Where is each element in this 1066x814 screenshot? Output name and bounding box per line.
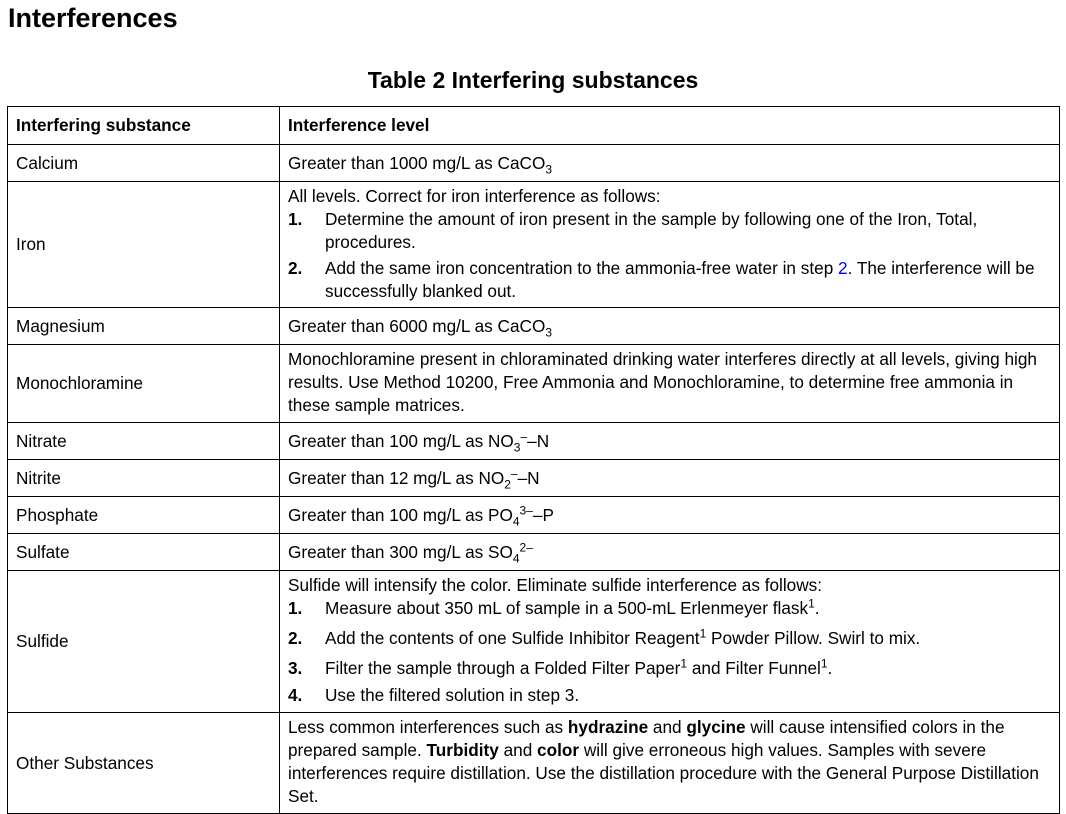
substance-cell: Other Substances	[8, 713, 280, 814]
level-cell	[280, 182, 1060, 308]
substance-cell: Magnesium	[8, 308, 280, 345]
step-number: 2.	[288, 628, 303, 648]
table-row-other-substances	[8, 713, 1060, 814]
level-intro: All levels. Correct for iron interference as follows:	[288, 186, 661, 206]
step-number: 4.	[288, 685, 303, 705]
section-heading: Interferences	[8, 3, 178, 33]
step-number: 1.	[288, 209, 303, 229]
level-intro: Sulfide will intensify the color. Eliminate sulfide interference as follows:	[288, 575, 823, 595]
level-cell	[280, 571, 1060, 713]
substance-cell: Sulfate	[8, 534, 280, 571]
interferences-table	[7, 106, 1060, 814]
step-number: 2.	[288, 258, 303, 278]
substance-cell: Nitrate	[8, 423, 280, 460]
step-item	[288, 627, 1052, 650]
step-item	[288, 657, 1052, 680]
step-item	[288, 257, 1052, 303]
substance-cell: Sulfide	[8, 571, 280, 713]
step-list	[288, 597, 1052, 707]
step-2-link[interactable]: 2	[838, 258, 848, 278]
step-number: 1.	[288, 598, 303, 618]
footnote-marker: 1	[699, 626, 707, 641]
table-row-monochloramine	[8, 345, 1060, 423]
step-item	[288, 684, 1052, 707]
level-cell: Greater than 100 mg/L as $PO_4^{3-}-P$	[280, 497, 1060, 534]
step-text: Filter the sample through a Folded Filter Paper$^1$ and Filter Funnel$^1$.	[325, 656, 833, 678]
step-item	[288, 597, 1052, 620]
step-text: Measure about 350 mL of sample in a 500-mL Erlenmeyer flask$^1$.	[325, 596, 820, 618]
level-cell: Greater than 300 mg/L as $SO_4^{2-}$	[280, 534, 1060, 571]
table-header-row	[8, 107, 1060, 145]
step-text: Add the contents of one Sulfide Inhibitor Reagent$^1$ Powder Pillow. Swirl to mix.	[325, 626, 921, 648]
table-row-sulfide	[8, 571, 1060, 713]
column-header-level: Interference level	[280, 107, 1060, 145]
level-cell: Greater than 12 mg/L as $NO_2^--N$	[280, 460, 1060, 497]
level-cell: Greater than 1000 mg/L as CaCO$_3$	[280, 145, 1060, 182]
step-number: 3.	[288, 658, 303, 678]
column-header-substance: Interfering substance	[8, 107, 280, 145]
step-list	[288, 208, 1052, 303]
table-row-sulfate	[8, 534, 1060, 571]
step-text: Use the filtered solution in step 3.	[325, 685, 580, 705]
substance-cell: Iron	[8, 182, 280, 308]
step-item	[288, 208, 1052, 254]
substance-cell: Monochloramine	[8, 345, 280, 423]
table-row-nitrite	[8, 460, 1060, 497]
level-cell: Monochloramine present in chloraminated drinking water interferes directly at all levels, giving high results. Use Method 10200, Free Ammonia and Monochloramine, to determine free ammonia in these sample matrices.	[280, 345, 1060, 423]
level-cell: Less common interferences such as hydrazine and glycine will cause intensified colors in the prepared sample. Turbidity and color will give erroneous high values. Samples with severe interferences require distillation. Use the distillation procedure with the General Purpose Distillation Set.	[280, 713, 1060, 814]
substance-cell: Phosphate	[8, 497, 280, 534]
level-cell: Greater than 100 mg/L as $NO_3^--N$	[280, 423, 1060, 460]
table-row-nitrate	[8, 423, 1060, 460]
table-row-phosphate	[8, 497, 1060, 534]
step-text: Determine the amount of iron present in the sample by following one of the Iron, Total, procedures.	[325, 209, 978, 252]
footnote-marker: 1	[680, 656, 688, 671]
footnote-marker: 1	[820, 656, 828, 671]
footnote-marker: 1	[808, 596, 815, 611]
level-cell: Greater than 6000 mg/L as CaCO$_3$	[280, 308, 1060, 345]
substance-cell: Nitrite	[8, 460, 280, 497]
step-text: Add the same iron concentration to the ammonia-free water in step 2. The interference will be successfully blanked out.	[325, 258, 1035, 301]
table-row-iron	[8, 182, 1060, 308]
table-row-calcium	[8, 145, 1060, 182]
table-row-magnesium	[8, 308, 1060, 345]
table-caption: Table 2 Interfering substances	[367, 67, 699, 93]
substance-cell: Calcium	[8, 145, 280, 182]
